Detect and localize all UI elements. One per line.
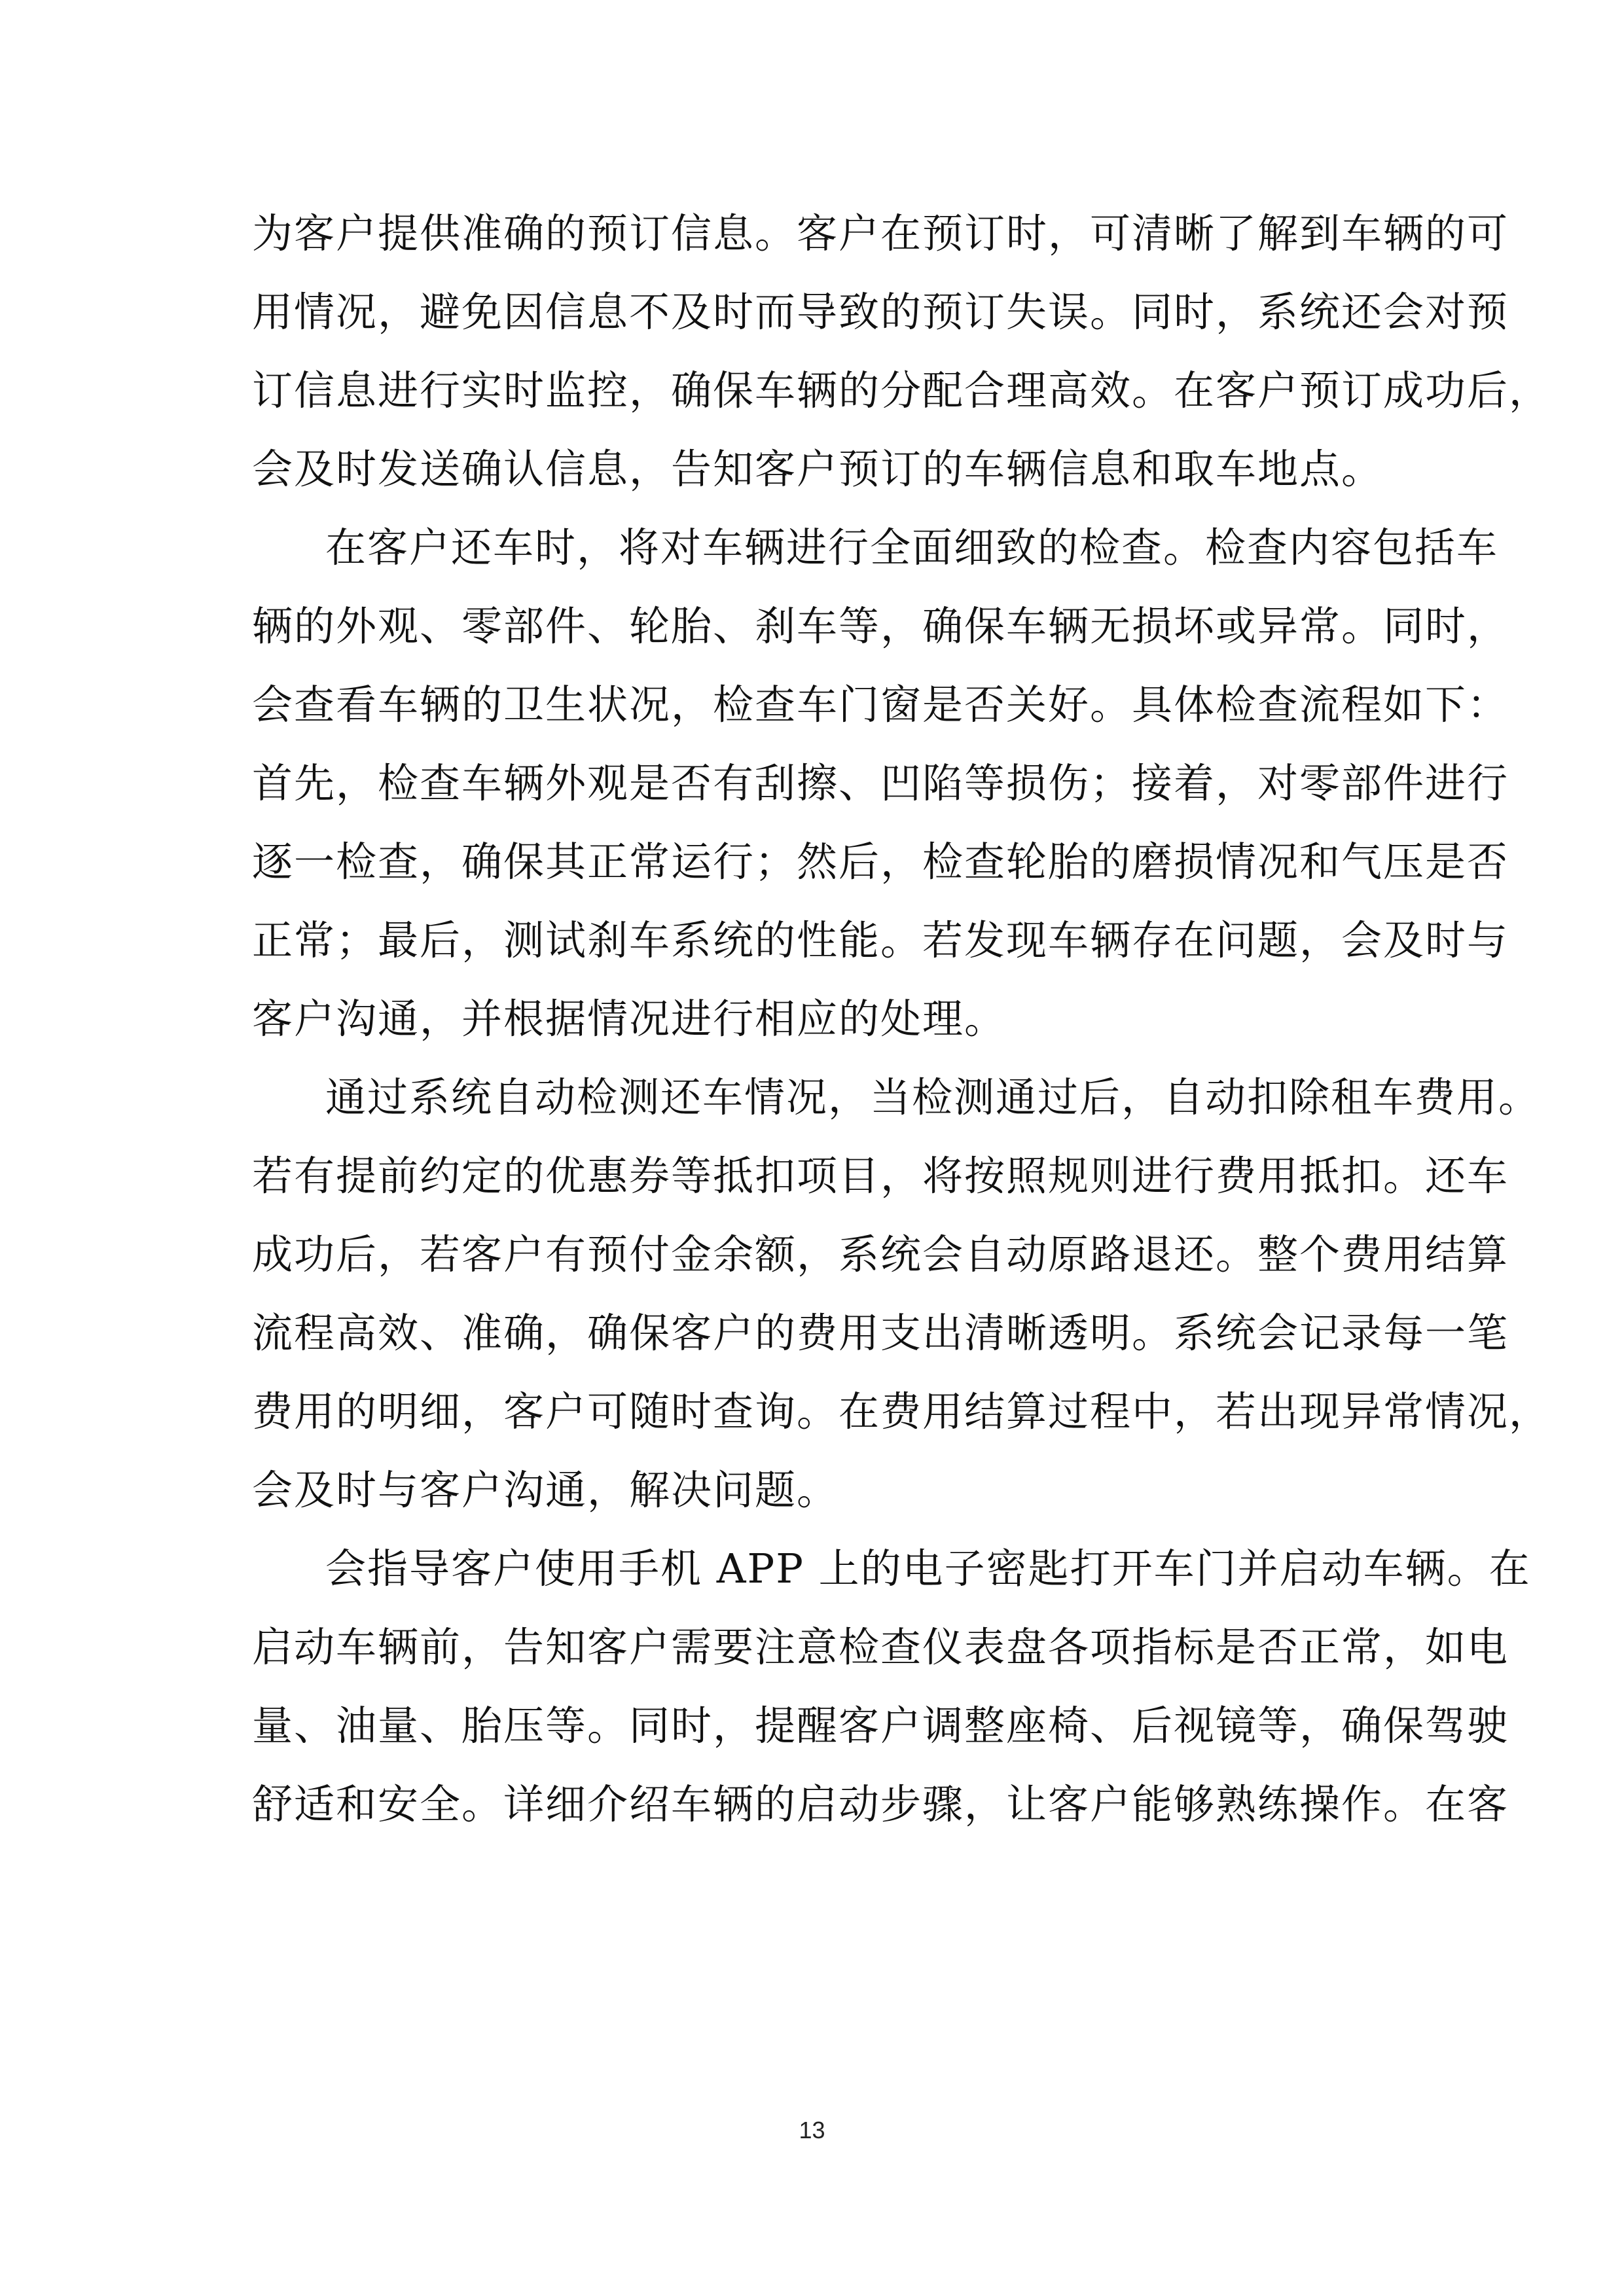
text-line: 量、油量、胎压等。同时，提醒客户调整座椅、后视镜等，确保驾驶 [252,1702,1509,1749]
text-line: 若有提前约定的优惠券等抵扣项目，将按照规则进行费用抵扣。还车 [252,1152,1509,1200]
page-number: 13 [799,2117,825,2144]
text-line: 通过系统自动检测还车情况，当检测通过后，自动扣除租车费用。 [325,1073,1541,1121]
text-line: 会及时与客户沟通，解决问题。 [252,1466,839,1514]
text-line: 逐一检查，确保其正常运行；然后，检查轮胎的磨损情况和气压是否 [252,838,1509,886]
text-line: 客户沟通，并根据情况进行相应的处理。 [252,995,1007,1043]
text-line: 启动车辆前，告知客户需要注意检查仪表盘各项指标是否正常，如电 [252,1623,1509,1671]
text-line: 辆的外观、零部件、轮胎、刹车等，确保车辆无损坏或异常。同时， [252,602,1509,650]
text-line: 正常；最后，测试刹车系统的性能。若发现车辆存在问题，会及时与 [252,916,1509,964]
text-line: 会及时发送确认信息，告知客户预订的车辆信息和取车地点。 [252,445,1384,493]
text-line: 用情况，避免因信息不及时而导致的预订失误。同时，系统还会对预 [252,288,1509,336]
text-line: 为客户提供准确的预订信息。客户在预订时，可清晰了解到车辆的可 [252,209,1509,257]
text-line: 首先，检查车辆外观是否有刮擦、凹陷等损伤；接着，对零部件进行 [252,759,1509,807]
text-line: 会查看车辆的卫生状况，检查车门窗是否关好。具体检查流程如下： [252,681,1509,728]
text-line: 成功后，若客户有预付金余额，系统会自动原路退还。整个费用结算 [252,1230,1509,1278]
text-line: 会指导客户使用手机 APP 上的电子密匙打开车门并启动车辆。在 [325,1545,1531,1592]
text-line: 费用的明细，客户可随时查询。在费用结算过程中，若出现异常情况， [252,1388,1551,1435]
text-line: 舒适和安全。详细介绍车辆的启动步骤，让客户能够熟练操作。在客 [252,1780,1509,1828]
text-line: 流程高效、准确，确保客户的费用支出清晰透明。系统会记录每一笔 [252,1309,1509,1357]
text-line: 在客户还车时，将对车辆进行全面细致的检查。检查内容包括车 [325,524,1499,571]
text-line: 订信息进行实时监控，确保车辆的分配合理高效。在客户预订成功后， [252,367,1551,414]
